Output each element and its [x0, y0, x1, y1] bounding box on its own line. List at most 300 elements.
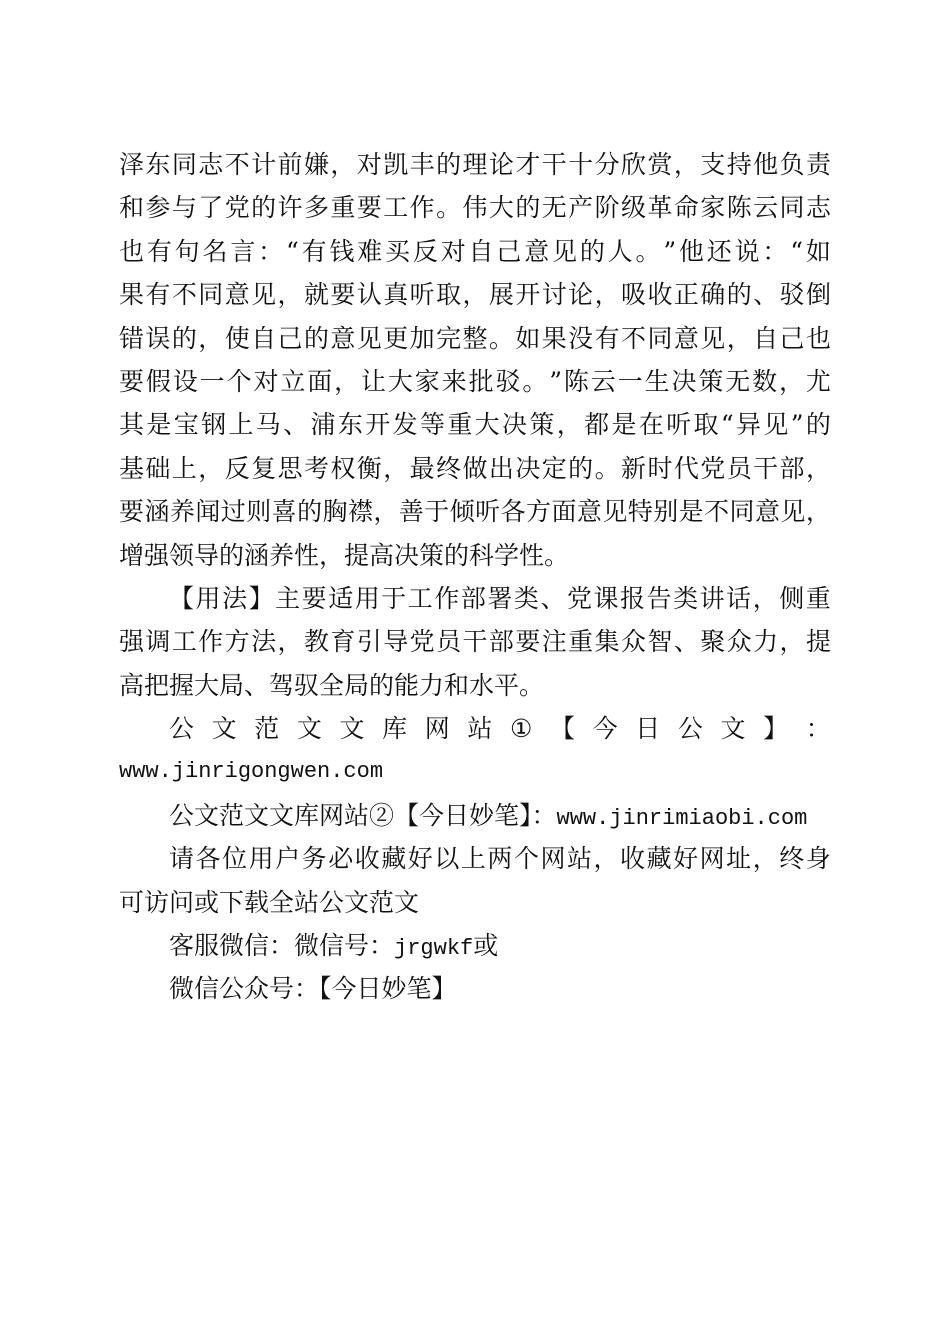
- glyph: 分: [594, 150, 620, 179]
- glyph: 负: [779, 150, 805, 179]
- glyph: ，: [462, 280, 488, 310]
- site-two-url[interactable]: www.jinrimiaobi.com: [556, 805, 808, 831]
- glyph: 开: [365, 410, 391, 440]
- glyph: 好: [673, 844, 699, 874]
- glyph: 确: [700, 280, 726, 310]
- glyph: 部: [779, 453, 805, 483]
- paragraph-line: [119, 143, 831, 186]
- glyph: 驳: [779, 280, 805, 310]
- glyph: 公: [169, 714, 195, 744]
- glyph: 收: [647, 280, 673, 310]
- glyph: 批: [468, 366, 494, 396]
- glyph: 重: [568, 627, 594, 657]
- glyph: 智: [647, 627, 673, 657]
- paragraph-line: [119, 273, 831, 316]
- glyph: 引: [356, 627, 382, 657]
- glyph: 。: [522, 366, 548, 396]
- glyph: 类: [673, 583, 699, 613]
- notice-line: [119, 837, 831, 880]
- glyph: 干: [753, 453, 779, 483]
- glyph: 见: [602, 497, 628, 527]
- glyph: 整: [462, 323, 488, 353]
- glyph: 网: [424, 714, 450, 744]
- glyph: “: [790, 236, 804, 266]
- glyph: 听: [409, 280, 435, 310]
- glyph: 胸: [322, 497, 348, 527]
- glyph: 站: [566, 844, 592, 874]
- glyph: 与: [171, 193, 197, 223]
- paragraph-line: [119, 317, 831, 360]
- glyph: ，: [198, 453, 224, 483]
- glyph: 出: [488, 453, 514, 483]
- glyph: 的: [303, 323, 329, 353]
- glyph: 的: [515, 193, 541, 223]
- paragraph-line: [119, 360, 831, 403]
- glyph: 论: [568, 280, 594, 310]
- glyph: 于: [381, 583, 407, 613]
- glyph: ，: [556, 410, 582, 440]
- service-wechat-id: jrgwkf: [394, 936, 474, 962]
- site-one-label: [119, 707, 831, 750]
- glyph: 东: [337, 410, 363, 440]
- glyph: ，: [198, 323, 224, 353]
- glyph: 育: [330, 627, 356, 657]
- glyph: 涵: [144, 497, 170, 527]
- glyph: 持: [726, 150, 752, 179]
- glyph: ，: [779, 627, 805, 657]
- glyph: 同: [171, 150, 197, 179]
- glyph: 策: [529, 410, 555, 440]
- glyph: 意: [330, 323, 356, 353]
- glyph: 在: [638, 410, 664, 440]
- glyph: 泽: [119, 150, 145, 179]
- glyph: 做: [462, 453, 488, 483]
- glyph: 不: [621, 323, 647, 353]
- glyph: 身: [805, 844, 831, 874]
- paragraph-usage: [119, 577, 831, 707]
- glyph: 工: [383, 193, 409, 223]
- glyph: 钱: [329, 236, 355, 266]
- glyph: 位: [222, 844, 248, 874]
- glyph: 己: [779, 323, 805, 353]
- glyph: 】: [763, 714, 789, 744]
- glyph: 有: [145, 280, 171, 310]
- glyph: 法: [222, 583, 248, 613]
- glyph: 对: [253, 366, 279, 396]
- glyph: 终: [779, 844, 805, 874]
- glyph: 异: [736, 410, 762, 440]
- site-two-label: 公文范文文库网站②【今日妙笔】：: [169, 800, 557, 830]
- glyph: 同: [779, 193, 805, 223]
- glyph: 善: [398, 497, 424, 527]
- glyph: 宝: [173, 410, 199, 440]
- glyph: 见: [780, 497, 806, 527]
- glyph: 作: [434, 583, 460, 613]
- glyph: 阶: [594, 193, 620, 223]
- glyph: ①: [510, 714, 533, 744]
- glyph: 适: [328, 583, 354, 613]
- glyph: 设: [172, 366, 198, 396]
- glyph: 其: [119, 410, 145, 440]
- glyph: 上: [228, 410, 254, 440]
- glyph: 云: [590, 366, 616, 396]
- glyph: 【: [169, 583, 195, 613]
- glyph: 户: [275, 844, 301, 874]
- glyph: 句: [174, 236, 200, 266]
- glyph: 址: [726, 844, 752, 874]
- glyph: ，: [752, 844, 778, 874]
- glyph: 面: [551, 497, 577, 527]
- glyph: 无: [725, 366, 751, 396]
- glyph: 类: [513, 583, 539, 613]
- glyph: 如: [805, 236, 831, 266]
- glyph: 真: [383, 280, 409, 310]
- glyph: 马: [255, 410, 281, 440]
- glyph: 买: [385, 236, 411, 266]
- glyph: 上: [171, 453, 197, 483]
- glyph: 开: [515, 280, 541, 310]
- paragraph-line: 增强领导的涵养性，提高决策的科学性。: [119, 540, 570, 570]
- notice-line: 可访问或下载全站公文范文: [119, 887, 420, 917]
- glyph: 一: [617, 366, 643, 396]
- glyph: 个: [513, 844, 539, 874]
- glyph: 注: [541, 627, 567, 657]
- glyph: 务: [301, 844, 327, 874]
- glyph: 一: [199, 366, 225, 396]
- glyph: 家: [700, 193, 726, 223]
- glyph: 尤: [805, 366, 831, 396]
- glyph: 发: [392, 410, 418, 440]
- glyph: 员: [726, 453, 752, 483]
- glyph: 大: [488, 193, 514, 223]
- glyph: 】: [248, 583, 274, 613]
- glyph: 个: [226, 366, 252, 396]
- glyph: 复: [251, 453, 277, 483]
- glyph: 是: [611, 410, 637, 440]
- glyph: 见: [356, 323, 382, 353]
- glyph: 名: [202, 236, 228, 266]
- glyph: 意: [754, 497, 780, 527]
- glyph: 用: [195, 583, 221, 613]
- glyph: 聚: [700, 627, 726, 657]
- glyph: 作: [409, 193, 435, 223]
- glyph: 才: [515, 150, 541, 179]
- glyph: 党: [409, 627, 435, 657]
- glyph: 自: [251, 323, 277, 353]
- glyph: 襟: [347, 497, 373, 527]
- glyph: 果: [119, 280, 145, 310]
- glyph: 同: [647, 323, 673, 353]
- site-two-line: [119, 794, 831, 837]
- glyph: 策: [698, 366, 724, 396]
- glyph: 面: [307, 366, 333, 396]
- glyph: 伟: [462, 193, 488, 223]
- glyph: 范: [254, 714, 280, 744]
- glyph: 有: [301, 236, 327, 266]
- glyph: 以: [434, 844, 460, 874]
- document-body: [119, 143, 831, 1011]
- glyph: 文: [211, 714, 237, 744]
- glyph: 、: [540, 583, 566, 613]
- glyph: 特: [627, 497, 653, 527]
- glyph: 自: [753, 323, 779, 353]
- glyph: 凯: [383, 150, 409, 179]
- glyph: 果: [541, 323, 567, 353]
- glyph: 网: [699, 844, 725, 874]
- glyph: ，: [779, 366, 805, 396]
- glyph: 十: [568, 150, 594, 179]
- glyph: 有: [146, 236, 172, 266]
- glyph: 工: [407, 583, 433, 613]
- glyph: 难: [357, 236, 383, 266]
- glyph: 文: [720, 714, 746, 744]
- glyph: 基: [119, 453, 145, 483]
- glyph: 志: [805, 193, 831, 223]
- glyph: 前: [277, 150, 303, 179]
- glyph: 藏: [646, 844, 672, 874]
- glyph: 日: [635, 714, 661, 744]
- paragraph-line: [119, 403, 831, 446]
- glyph: 自: [468, 236, 494, 266]
- glyph: ，: [277, 627, 303, 657]
- glyph: 请: [169, 844, 195, 874]
- glyph: 认: [356, 280, 382, 310]
- glyph: 的: [171, 323, 197, 353]
- glyph: 于: [424, 497, 450, 527]
- glyph: 础: [145, 453, 171, 483]
- glyph: 权: [330, 453, 356, 483]
- glyph: 还: [706, 236, 732, 266]
- glyph: ，: [334, 366, 360, 396]
- glyph: 重: [447, 410, 473, 440]
- glyph: 法: [251, 627, 277, 657]
- glyph: ，: [277, 280, 303, 310]
- glyph: 计: [251, 150, 277, 179]
- glyph: 丰: [409, 150, 435, 179]
- glyph: 无: [541, 193, 567, 223]
- glyph: 让: [361, 366, 387, 396]
- glyph: 的: [436, 150, 462, 179]
- glyph: 意: [576, 497, 602, 527]
- glyph: 数: [752, 366, 778, 396]
- glyph: 级: [621, 193, 647, 223]
- glyph: 。: [436, 193, 462, 223]
- glyph: 、: [753, 280, 779, 310]
- glyph: 导: [383, 627, 409, 657]
- glyph: 了: [198, 193, 224, 223]
- glyph: 己: [496, 236, 522, 266]
- glyph: 必: [328, 844, 354, 874]
- glyph: 作: [198, 627, 224, 657]
- official-account-line: 微信公众号：【今日妙笔】: [169, 974, 457, 1004]
- paragraph-line: [119, 186, 831, 229]
- glyph: 用: [248, 844, 274, 874]
- glyph: 教: [303, 627, 329, 657]
- glyph: 考: [303, 453, 329, 483]
- paragraph-line: [119, 447, 831, 490]
- glyph: 党: [224, 193, 250, 223]
- glyph: 反: [412, 236, 438, 266]
- glyph: 定: [541, 453, 567, 483]
- glyph: 养: [169, 497, 195, 527]
- glyph: 好: [407, 844, 433, 874]
- glyph: 家: [414, 366, 440, 396]
- glyph: 吸: [621, 280, 647, 310]
- glyph: 说: [734, 236, 760, 266]
- glyph: 理: [462, 150, 488, 179]
- glyph: 【: [550, 714, 576, 744]
- glyph: 正: [673, 280, 699, 310]
- glyph: ”: [790, 410, 804, 440]
- glyph: 立: [280, 366, 306, 396]
- glyph: 。: [594, 453, 620, 483]
- glyph: 决: [502, 410, 528, 440]
- glyph: ，: [593, 844, 619, 874]
- glyph: 大: [387, 366, 413, 396]
- glyph: 产: [568, 193, 594, 223]
- glyph: ，: [752, 583, 778, 613]
- glyph: 意: [524, 236, 550, 266]
- glyph: 误: [145, 323, 171, 353]
- glyph: 库: [382, 714, 408, 744]
- site-one-block: [119, 707, 831, 794]
- glyph: 。: [488, 323, 514, 353]
- glyph: 文: [296, 714, 322, 744]
- glyph: 别: [653, 497, 679, 527]
- glyph: 使: [224, 323, 250, 353]
- glyph: 课: [593, 583, 619, 613]
- glyph: 欣: [621, 150, 647, 179]
- notice-block: [119, 837, 831, 924]
- glyph: 革: [647, 193, 673, 223]
- glyph: 等: [419, 410, 445, 440]
- glyph: 浦: [310, 410, 336, 440]
- glyph: 公: [677, 714, 703, 744]
- glyph: 错: [119, 323, 145, 353]
- service-wechat-line: [119, 924, 831, 967]
- glyph: 取: [436, 280, 462, 310]
- glyph: 过: [220, 497, 246, 527]
- glyph: 侧: [779, 583, 805, 613]
- glyph: 不: [704, 497, 730, 527]
- glyph: 思: [277, 453, 303, 483]
- glyph: 则: [246, 497, 272, 527]
- glyph: ，: [594, 280, 620, 310]
- paragraph-line: [119, 230, 831, 273]
- glyph: 嫌: [303, 150, 329, 179]
- glyph: 、: [283, 410, 309, 440]
- glyph: 的: [297, 497, 323, 527]
- glyph: “: [285, 236, 299, 266]
- glyph: ，: [726, 323, 752, 353]
- glyph: 反: [224, 453, 250, 483]
- glyph: 告: [646, 583, 672, 613]
- glyph: 人: [607, 236, 633, 266]
- glyph: 时: [647, 453, 673, 483]
- glyph: 大: [474, 410, 500, 440]
- glyph: ，: [373, 497, 399, 527]
- glyph: 力: [753, 627, 779, 657]
- glyph: 参: [145, 193, 171, 223]
- glyph: 听: [666, 410, 692, 440]
- glyph: 提: [805, 627, 831, 657]
- glyph: 见: [700, 323, 726, 353]
- glyph: 陈: [726, 193, 752, 223]
- glyph: 要: [356, 193, 382, 223]
- glyph: ，: [383, 453, 409, 483]
- glyph: 重: [805, 583, 831, 613]
- glyph: ，: [673, 150, 699, 179]
- glyph: 网: [540, 844, 566, 874]
- glyph: 倒: [805, 280, 831, 310]
- glyph: 员: [436, 627, 462, 657]
- glyph: 取: [693, 410, 719, 440]
- glyph: 要: [330, 280, 356, 310]
- glyph: 报: [620, 583, 646, 613]
- glyph: 驳: [495, 366, 521, 396]
- glyph: ：: [762, 236, 788, 266]
- glyph: 方: [224, 627, 250, 657]
- glyph: ”: [663, 236, 677, 266]
- glyph: ，: [805, 497, 831, 527]
- glyph: 见: [251, 280, 277, 310]
- glyph: 生: [644, 366, 670, 396]
- glyph: 干: [462, 627, 488, 657]
- glyph: 主: [275, 583, 301, 613]
- glyph: 展: [488, 280, 514, 310]
- site-one-url[interactable]: www.jinrigongwen.com: [119, 759, 384, 785]
- glyph: 调: [145, 627, 171, 657]
- glyph: 决: [515, 453, 541, 483]
- glyph: ”: [549, 366, 563, 396]
- glyph: 讨: [541, 280, 567, 310]
- glyph: 论: [488, 150, 514, 179]
- paragraph-line: [119, 620, 831, 663]
- glyph: 党: [700, 453, 726, 483]
- glyph: 云: [753, 193, 779, 223]
- glyph: ，: [805, 453, 831, 483]
- glyph: 责: [805, 150, 831, 179]
- glyph: 见: [763, 410, 789, 440]
- paragraph-line: 高把握大局、驾驭全局的能力和水平。: [119, 670, 545, 700]
- glyph: 两: [487, 844, 513, 874]
- glyph: 同: [198, 280, 224, 310]
- glyph: 代: [673, 453, 699, 483]
- glyph: 要: [119, 497, 145, 527]
- glyph: 赏: [647, 150, 673, 179]
- glyph: 干: [541, 150, 567, 179]
- glyph: 见: [552, 236, 578, 266]
- glyph: 不: [171, 280, 197, 310]
- glyph: 己: [277, 323, 303, 353]
- service-wechat-suffix: 或: [473, 931, 499, 961]
- glyph: 收: [620, 844, 646, 874]
- glyph: 对: [356, 150, 382, 179]
- glyph: 署: [487, 583, 513, 613]
- glyph: 收: [354, 844, 380, 874]
- glyph: 同: [729, 497, 755, 527]
- glyph: 用: [354, 583, 380, 613]
- glyph: ，: [330, 150, 356, 179]
- glyph: 许: [277, 193, 303, 223]
- glyph: 站: [467, 714, 493, 744]
- glyph: 有: [594, 323, 620, 353]
- glyph: 钢: [201, 410, 227, 440]
- glyph: 最: [409, 453, 435, 483]
- glyph: 。: [635, 236, 661, 266]
- glyph: 喜: [271, 497, 297, 527]
- glyph: 听: [475, 497, 501, 527]
